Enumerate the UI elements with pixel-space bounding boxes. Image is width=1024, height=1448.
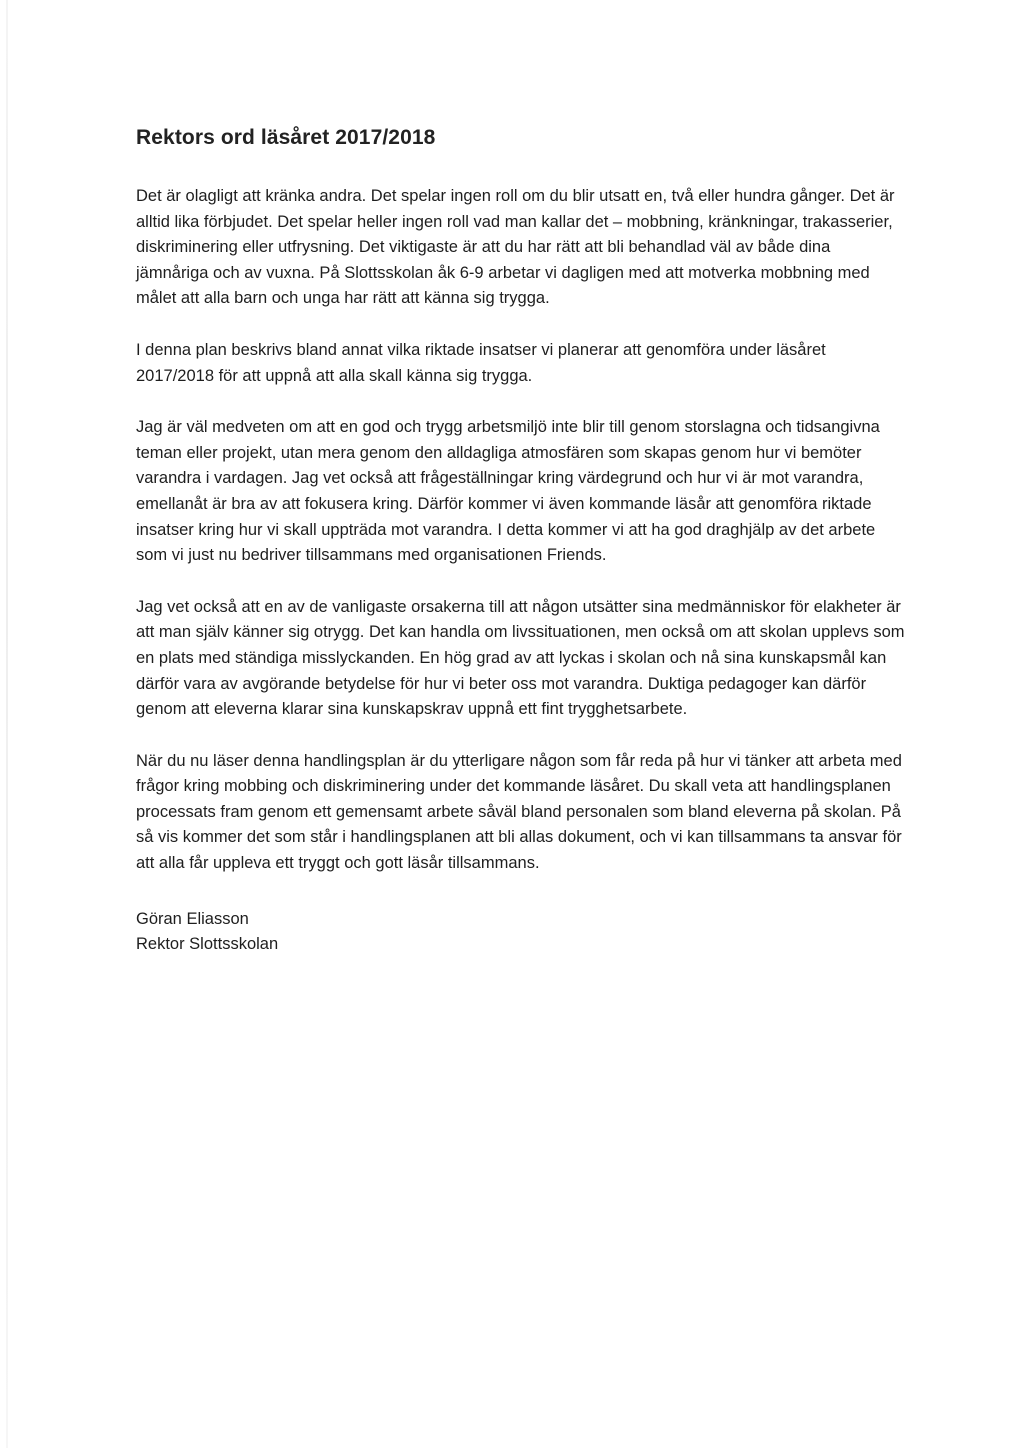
scan-edge-shadow <box>6 0 8 1448</box>
paragraph-1: Det är olagligt att kränka andra. Det spelar ingen roll om du blir utsatt en, två eller hundra gånger. Det är alltid lika förbjudet. Det spelar heller ingen roll vad man kallar det – mobbning, kränkningar, trakasserier, diskriminering eller utfrysning. Det viktigaste är att du har rätt att bli behandlad väl av både dina jämnåriga och av vuxna. På Slottsskolan åk 6-9 arbetar vi dagligen med att motverka mobbning med målet att alla barn och unga har rätt att känna sig trygga. <box>136 187 895 308</box>
signature-role: Rektor Slottsskolan <box>136 935 279 954</box>
document-title: Rektors ord läsåret 2017/2018 <box>136 126 436 149</box>
paragraph-2: I denna plan beskrivs bland annat vilka riktade insatser vi planerar att genomföra under läsåret 2017/2018 för att uppnå att alla skall känna sig trygga. <box>136 340 826 385</box>
paragraph-5: När du nu läser denna handlingsplan är du ytterligare någon som får reda på hur vi tänker att arbeta med frågor kring mobbing och diskriminering under det kommande läsåret. Du skall veta att handlingsplanen processats fram genom ett gemensamt arbete såväl bland personalen som bland eleverna på skolan. På så vis kommer det som står i handlingsplanen att bli allas dokument, och vi kan tillsammans ta ansvar för att alla får uppleva ett tryggt och gott läsår tillsammans. <box>136 751 902 873</box>
paragraph-4: Jag vet också att en av de vanligaste orsakerna till att någon utsätter sina medmänniskor för elakheter är att man själv känner sig otrygg. Det kan handla om livssituationen, men också om att skolan upplevs som en plats med ständiga misslyckanden. En hög grad av att lyckas i skolan och nå sina kunskapsmål kan därför vara av avgörande betydelse för hur vi beter oss mot varandra. Duktiga pedagoger kan därför genom att eleverna klarar sina kunskapskrav uppnå ett fint trygghetsarbete. <box>136 597 905 719</box>
paragraph-3: Jag är väl medveten om att en god och trygg arbetsmiljö inte blir till genom storslagna och tidsangivna teman eller projekt, utan mera genom den alldagliga atmosfären som skapas genom hur vi bemöter varandra i vardagen. Jag vet också att frågeställningar kring värdegrund och hur vi är mot varandra, emellanåt är bra av att fokusera kring. Därför kommer vi även kommande läsår att genomföra riktade insatser kring hur vi skall uppträda mot varandra. I detta kommer vi att ha god draghjälp av det arbete som vi just nu bedriver tillsammans med organisationen Friends. <box>136 418 880 565</box>
signature-block <box>136 907 906 958</box>
signature-name: Göran Eliasson <box>136 909 249 928</box>
document-body <box>136 126 906 958</box>
